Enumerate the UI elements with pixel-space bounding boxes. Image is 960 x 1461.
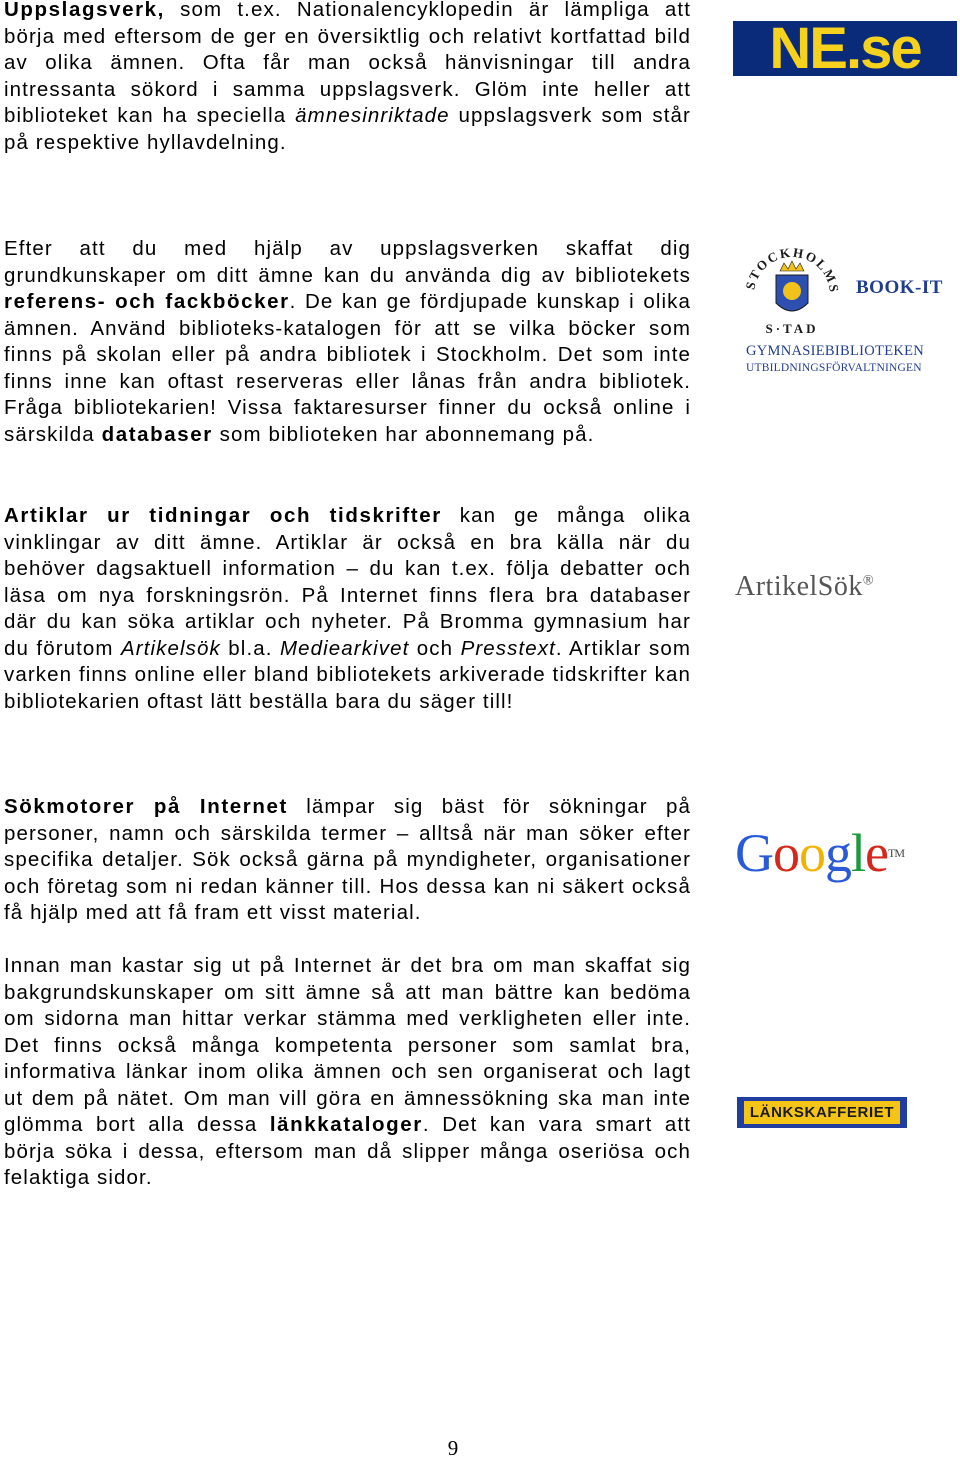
paragraph-uppslagsverk: Uppslagsverk, som t.ex. Nationalencyklopedin är lämpliga att börja med eftersom de ger en översiktlig och relativt kortfattad bild av olika ämnen. Ofta får man också hänvisningar till andra intressanta sökord i samma uppslagsverk. Glöm inte heller att biblioteket kan ha speciella ämnesinriktade uppslagsverk som står på respektive hyllavdelning. [4,0,691,154]
paragraph-sokmotorer: Sökmotorer på Internet lämpar sig bäst för sökningar på personer, namn och särskilda termer – alltså när man söker efter specifika detaljer. Sök också gärna på myndigheter, organisationer och företag som ni redan känner till. Hos dessa kan ni säkert också få hjälp med att få fram ett visst material. [4,795,692,924]
book-it-logo: STOCKHOLMS S·TAD BOOK-IT GYMNASIEBIBLIOTEKEN UTBILDNINGSFÖRVALTNINGEN [742,245,943,374]
paragraph-lankkataloger: Innan man kastar sig ut på Internet är det bra om man skaffat sig bakgrundskunskaper om sitt ämne så att man bättre kan bedöma om sidorna man hittar verkar stämma med verkligheten eller inte. Det finns också många kompetenta personer som samlat bra, informativa länkar inom olika ämnen och sen organiserat och lagt ut dem på nätet. Om man vill göra en ämnessökning ska man inte glömma bort alla dessa länkkataloger. Det kan vara smart att börja söka i dessa, eftersom man då slipper många oseriösa och felaktiga sidor. [4,954,692,1189]
svg-text:STOCKHOLMS: STOCKHOLMS [742,245,842,295]
page-number: 9 [447,1436,459,1460]
artikelsok-logo: ArtikelSök® [735,571,875,602]
term-lankkataloger: länkkataloger [269,1113,423,1136]
term-uppslagsverk: Uppslagsverk, [4,0,165,21]
term-artiklar: Artiklar ur tidningar och tidskrifter [4,504,442,527]
paragraph-artiklar: Artiklar ur tidningar och tidskrifter kan ge många olika vinklingar av ditt ämne. Artiklar är också en bra källa när du behöver dagsaktuell information – du kan t.ex. följa debatter och läsa om nya forskningsrön. På Internet finns flera bra databaser där du kan söka artiklar och nyheter. På Bromma gymnasium har du förutom Artikelsök bl.a. Mediearkivet och Presstext. Artiklar som varken finns online eller bland bibliotekets arkiverade tidskrifter kan bibliotekarien oftast lätt beställa bara du säger till! [4,504,691,713]
term-sokmotorer: Sökmotorer på Internet [4,795,288,818]
stockholm-seal-icon [742,245,842,340]
paragraph-referensbocker: Efter att du med hjälp av uppslagsverken skaffat dig grundkunskaper om ditt ämne kan du använda dig av bibliotekets referens- och fackböcker. De kan ge fördjupade kunskap i olika ämnen. Använd biblioteks-katalogen för att se vilka böcker som finns på skolan eller på andra bibliotek i Stockholm. Det som inte finns inne kan oftast reserveras eller lånas från andra bibliotek. Fråga bibliotekarien! Vissa faktaresurser finner du också online i särskilda databaser som biblioteken har abonnemang på. [4,237,691,446]
ne-se-logo: NE.se [733,21,957,76]
lankskafferiet-logo: LÄNKSKAFFERIET [737,1097,907,1128]
google-logo: Google™ [735,823,904,883]
svg-text:S·TAD: S·TAD [765,321,819,336]
term-databaser: databaser [101,422,213,446]
term-referens-och-fackbocker: referens- och fackböcker [4,290,290,313]
